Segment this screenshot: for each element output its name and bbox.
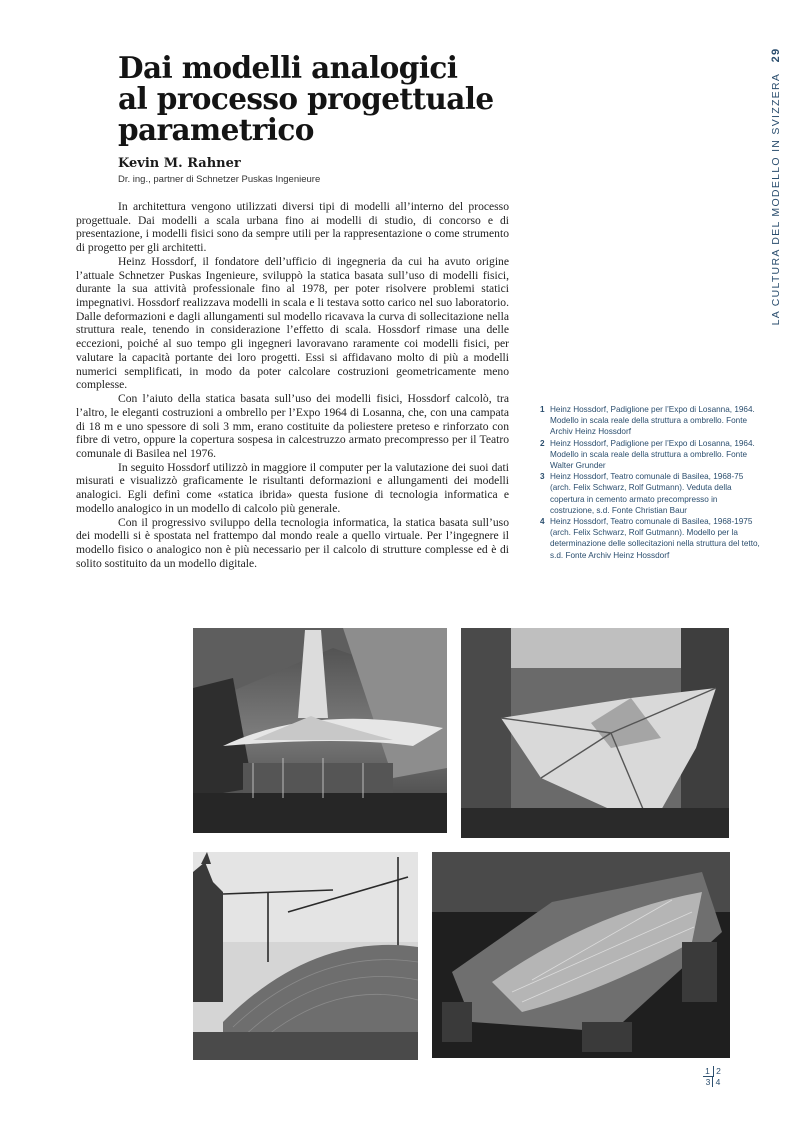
title-line: Dai modelli analogici: [118, 50, 458, 85]
photo-theatre-roof-model: [432, 852, 730, 1058]
body-paragraph: In architettura vengono utilizzati diversi tipi di modelli all’interno del processo progettuale. Dai modelli a scala urbana fino ai modelli di studio, di concorso e di presentazione, i modelli fisici sono da sempre utili per la rappresentazione o come strumento di progetto per gli architetti.: [76, 200, 509, 255]
photo-key-number: 2: [716, 1066, 721, 1076]
caption-number: 3: [540, 472, 545, 482]
photo-key-number: 4: [712, 1077, 723, 1087]
photo-key-number: 1: [703, 1066, 714, 1077]
photo-key: [698, 1066, 728, 1087]
caption-number: 2: [540, 438, 545, 448]
caption-item: [540, 471, 762, 516]
caption-item: [540, 516, 762, 561]
photo-umbrella-model-top: [461, 628, 729, 838]
title-line: al processo progettuale: [118, 81, 494, 116]
caption-text: Heinz Hossdorf, Padiglione per l’Expo di Losanna, 1964. Modello in scala reale della struttura a ombrello. Fonte Walter Grunder: [550, 438, 755, 471]
caption-text: Heinz Hossdorf, Padiglione per l’Expo di Losanna, 1964. Modello in scala reale della struttura a ombrello. Fonte Archiv Heinz Hossdorf: [550, 405, 755, 437]
photo-key-number: 3: [705, 1077, 711, 1087]
caption-item: [540, 404, 762, 438]
title-line: parametrico: [118, 112, 314, 147]
running-head: [770, 48, 782, 325]
caption-number: 1: [540, 405, 545, 414]
running-head-section: LA CULTURA DEL MODELLO IN SVIZZERA: [770, 72, 782, 326]
caption-text: Heinz Hossdorf, Teatro comunale di Basilea, 1968-75 (arch. Felix Schwarz, Rolf Gutmann). Veduta della copertura in cemento armato precompresso in costruzione, s.d. Fonte Christian Baur: [550, 472, 744, 515]
author-name: Kevin M. Rahner: [118, 156, 241, 171]
body-paragraph: Con il progressivo sviluppo della tecnologia informatica, la statica basata sull’uso dei modelli si è spostata nel frattempo dal mondo reale a quello virtuale. Per l’ingegnere il modello fisico o analogico non è più necessario per il calcolo di strutture complesse ed è di solito sostituito da un modello digitale.: [76, 515, 509, 570]
article-title: [118, 52, 538, 145]
photo-umbrella-model-hall: [193, 628, 447, 833]
page-number: 29: [770, 48, 782, 63]
body-paragraph: In seguito Hossdorf utilizzò in maggiore il computer per la valutazione dei suoi dati misurati e visualizzò graficamente le risultanti deformazioni e allungamenti dei modelli analogici. Egli definì come «statica ibrida» questa fusione di tecnologia informatica e modello analogico in un modello di calcolo più generale.: [76, 460, 509, 515]
photo-theatre-roof-construction: [193, 852, 418, 1060]
caption-number: 4: [540, 517, 545, 527]
article-body: [76, 200, 509, 570]
caption-item: [540, 438, 762, 472]
caption-text: Heinz Hossdorf, Teatro comunale di Basilea, 1968-1975 (arch. Felix Schwarz, Rolf Gutmann). Modello per la determinazione delle sollecitazioni nella struttura del tetto, s.d. Fonte Archiv Heinz Hossdorf: [550, 517, 760, 560]
author-affiliation: Dr. ing., partner di Schnetzer Puskas Ingenieure: [118, 174, 321, 185]
captions-block: [540, 404, 762, 561]
body-paragraph: Con l’aiuto della statica basata sull’uso dei modelli fisici, Hossdorf calcolò, tra l’altro, le eleganti costruzioni a ombrello per l’Expo 1964 di Losanna, che, con una campata di 18 m e uno spessore di soli 3 mm, erano costituite da poliestere preteso e rinforzato con fibre di vetro, oppure la copertura sospesa in calcestruzzo armato precompresso per il Teatro comunale di Basilea nel 1976.: [76, 392, 509, 460]
body-paragraph: Heinz Hossdorf, il fondatore dell’ufficio di ingegneria da cui ha avuto origine l’attuale Schnetzer Puskas Ingenieure, sviluppò la statica basata sull’uso di modelli fisici, durante la sua attività professionale fino al 1978, per poter risolvere problemi statici impegnativi. Hossdorf realizzava modelli in scala e li testava sotto carico nel suo laboratorio. Dalle deformazioni e dagli allungamenti sul modello ricavava la curva di sollecitazione nella struttura reale, tenendo in considerazione l’effetto di scala. Hossdorf rimase una delle eccezioni, poiché al suo tempo gli ingegneri lavoravano raramente coi modelli fisici, per valutare la capacità portante dei loro progetti. Essi si affidavano molto di più a modelli numerici semplificati, in modo da poter calcolare costruzioni geometricamente meno complesse.: [76, 254, 509, 392]
